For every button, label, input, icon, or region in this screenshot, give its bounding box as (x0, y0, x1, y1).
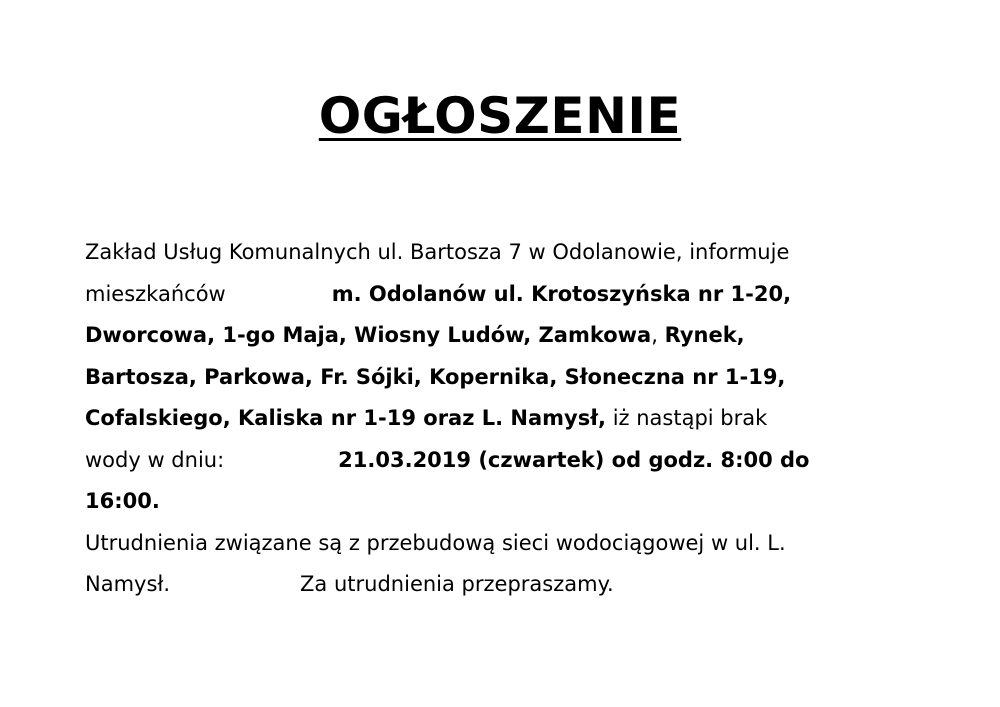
bold-text-segment: Rynek, (664, 323, 745, 347)
announcement-body (85, 232, 935, 606)
text-line-1 (85, 232, 935, 274)
bold-text-segment: 21.03.2019 (czwartek) od godz. 8:00 do (338, 447, 810, 472)
bold-text-segment: Cofalskiego, Kaliska nr 1-19 oraz L. Namysł, (85, 406, 607, 430)
text-line-5 (85, 398, 935, 440)
text-segment: Zakład Usług Komunalnych ul. Bartosza 7 w Odolanowie, informuje (85, 240, 790, 264)
text-line-4 (85, 357, 935, 399)
text-segment: mieszkańców (85, 281, 226, 306)
bold-text-segment: m. Odolanów ul. Krotoszyńska nr 1-20, (331, 281, 792, 306)
bold-text-segment: Dworcowa, 1-go Maja, Wiosny Ludów, Zamkowa (85, 323, 652, 347)
text-segment: Utrudnienia związane są z przebudową sieci wodociągowej w ul. L. (85, 530, 786, 555)
text-segment: Namysł. (85, 572, 171, 596)
text-line-3 (85, 315, 935, 357)
announcement-title (0, 84, 1000, 148)
text-segment: Za utrudnienia przepraszamy. (300, 572, 614, 596)
text-line-2 (85, 274, 935, 316)
text-line-8 (85, 523, 935, 565)
text-segment: iż nastąpi brak (606, 406, 768, 430)
text-segment: , (651, 323, 665, 347)
text-line-7 (85, 481, 935, 523)
text-segment: wody w dniu: (85, 447, 225, 472)
bold-text-segment: Bartosza, Parkowa, Fr. Sójki, Kopernika, Słoneczna nr 1-19, (85, 364, 786, 389)
announcement-title-text: OGŁOSZENIE (318, 87, 682, 145)
text-line-6 (85, 440, 935, 482)
bold-text-segment: 16:00. (85, 489, 160, 513)
text-line-9 (85, 564, 935, 606)
